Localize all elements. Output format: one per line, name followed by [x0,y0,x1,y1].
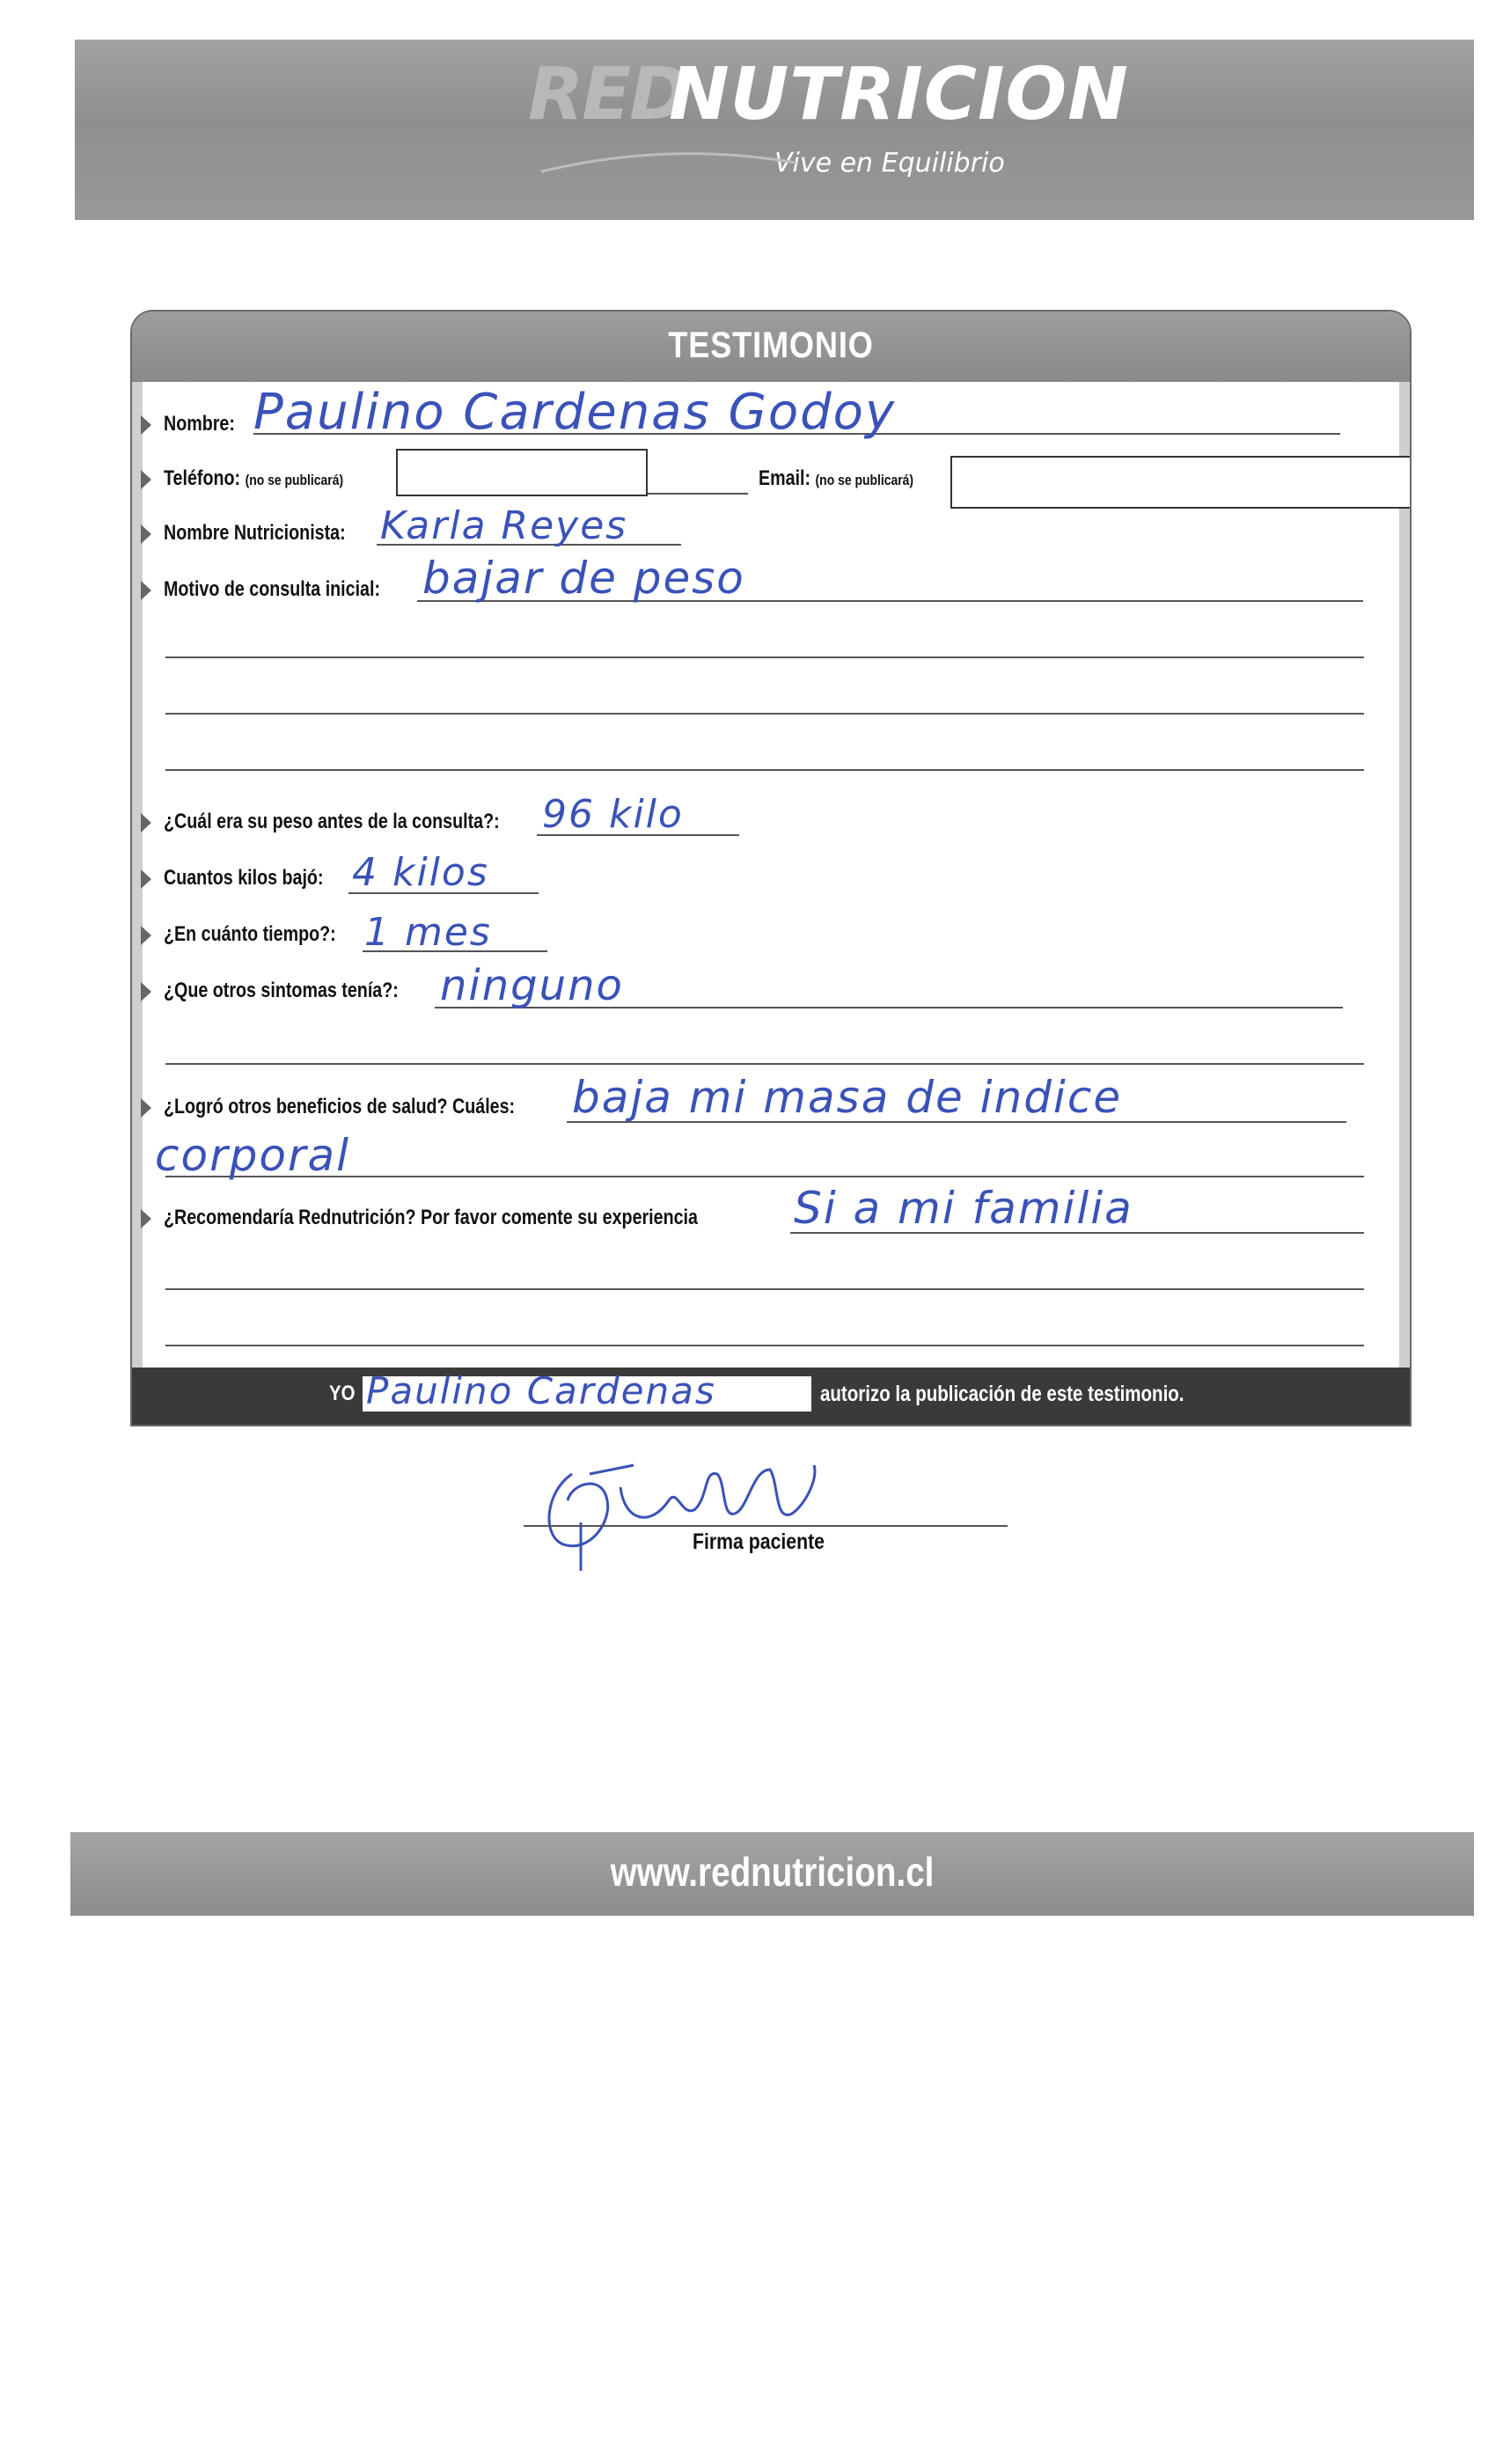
card-title: TESTIMONIO [668,324,874,365]
telefono-field-redacted[interactable] [396,449,648,496]
email-label-text: Email: [759,466,811,490]
row-arrow-icon [141,470,151,489]
recomienda-extra-line [165,1288,1364,1290]
recomienda-extra-line [165,1345,1364,1346]
nombre-field[interactable]: Paulino Cardenas Godoy [253,384,897,441]
footer-banner [70,1832,1474,1916]
sintomas-extra-line [165,1063,1364,1065]
beneficios-field-continued[interactable]: corporal [155,1130,351,1181]
nombre-label: Nombre: [164,412,235,436]
nutricionista-label: Nombre Nutricionista: [164,521,346,545]
testimonio-card [130,310,1412,1426]
motivo-extra-line [165,769,1364,771]
card-header [132,312,1410,382]
kilos-label: Cuantos kilos bajó: [164,866,324,890]
tiempo-label: ¿En cuánto tiempo?: [164,922,336,946]
motivo-field[interactable]: bajar de peso [422,553,745,604]
peso-label: ¿Cuál era su peso antes de la consulta?: [164,810,500,833]
email-note: (no se publicará) [815,472,914,488]
row-arrow-icon [141,926,151,945]
autorizo-text: autorizo la publicación de este testimonio. [820,1382,1184,1406]
peso-field[interactable]: 96 kilo [542,792,684,837]
telefono-label [164,466,343,491]
nutricionista-field[interactable]: Karla Reyes [380,503,628,548]
row-arrow-icon [141,982,151,1001]
motivo-extra-line [165,656,1364,658]
telefono-note: (no se publicará) [245,472,344,488]
row-arrow-icon [141,1098,151,1118]
signature-label: Firma paciente [693,1529,825,1554]
logo-tagline: Vive en Equilibrio [774,148,1005,179]
beneficios-field[interactable]: baja mi masa de indice [572,1072,1123,1123]
recomienda-label: ¿Recomendaría Rednutrición? Por favor comente su experiencia [164,1206,698,1229]
rednutricion-logo [528,53,1129,179]
kilos-field[interactable]: 4 kilos [352,850,489,895]
website-link[interactable]: www.rednutricion.cl [610,1849,935,1895]
logo-swoosh-icon [537,145,801,180]
email-label [759,466,913,491]
yo-label: YO [329,1382,356,1405]
sintomas-label: ¿Que otros sintomas tenía?: [164,979,399,1002]
motivo-label: Motivo de consulta inicial: [164,577,381,601]
row-arrow-icon [141,869,151,889]
patient-signature [528,1439,862,1580]
card-right-border [1399,382,1410,1412]
beneficios-label: ¿Logró otros beneficios de salud? Cuáles: [164,1095,516,1118]
row-arrow-icon [141,415,151,435]
row-arrow-icon [141,581,151,600]
tiempo-field[interactable]: 1 mes [364,910,492,955]
row-arrow-icon [141,813,151,832]
yo-name-field[interactable]: Paulino Cardenas [366,1369,716,1412]
logo-red-text: RED [528,53,688,136]
logo-nutricion-text: NUTRICION [669,53,1129,136]
telefono-label-text: Teléfono: [164,466,241,490]
yo-name-box[interactable] [363,1369,811,1412]
signature-line [524,1525,1008,1527]
motivo-extra-line [165,713,1364,715]
recomienda-field[interactable]: Si a mi familia [794,1183,1133,1234]
sintomas-field[interactable]: ninguno [440,961,624,1010]
email-field-redacted[interactable] [950,456,1412,509]
row-arrow-icon [141,1209,151,1228]
row-arrow-icon [141,524,151,544]
authorization-strip [132,1368,1410,1425]
